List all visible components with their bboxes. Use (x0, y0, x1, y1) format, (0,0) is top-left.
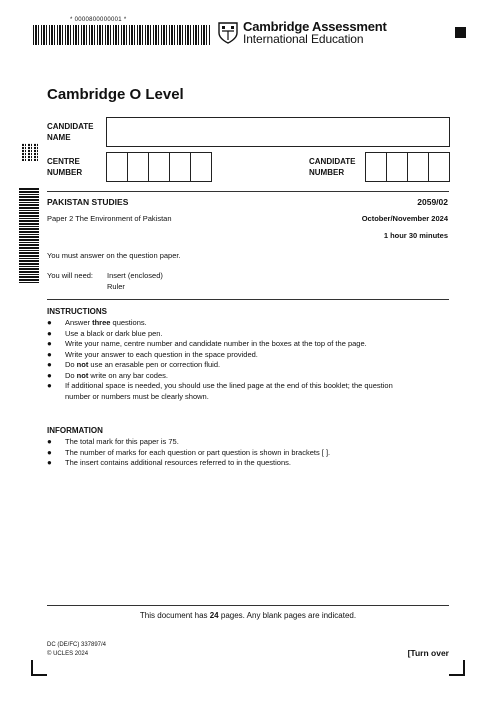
crop-mark (31, 674, 47, 676)
candidate-name-field[interactable] (106, 117, 450, 147)
bullet-icon: ● (47, 370, 52, 380)
list-item: ● The total mark for this paper is 75. (47, 437, 179, 446)
list-item: ● Write your answer to each question in the space provided. (47, 349, 258, 359)
divider (47, 605, 449, 606)
divider (47, 299, 449, 300)
divider (47, 191, 449, 192)
list-item: ● The number of marks for each question or part question is shown in brackets [ ]. (47, 447, 331, 457)
bullet-icon: ● (47, 318, 52, 327)
turn-over-label: [Turn over (407, 648, 449, 658)
answer-instruction: You must answer on the question paper. (47, 251, 181, 260)
candidate-number-box[interactable] (428, 152, 450, 182)
dc-code: DC (DE/FC) 337897/4 (47, 642, 107, 648)
list-item: ● Do not write on any bar codes. (47, 370, 168, 380)
instructions-list (47, 318, 407, 402)
materials-item: Insert (enclosed) (107, 271, 163, 280)
syllabus-code: 2059/02 (417, 197, 448, 207)
centre-number-box[interactable] (106, 152, 128, 182)
bullet-icon: ● (47, 458, 52, 467)
list-item: ● Write your name, centre number and candidate number in the boxes at the top of the page. (47, 339, 367, 348)
exam-duration: 1 hour 30 minutes (383, 231, 448, 240)
list-item: ● Do not use an erasable pen or correction fluid. (47, 360, 221, 369)
exam-session: October/November 2024 (361, 214, 448, 223)
side-barcode (19, 187, 39, 283)
crest-icon (218, 22, 238, 44)
paper-name: Paper 2 The Environment of Pakistan (47, 214, 172, 223)
candidate-name-label: CANDIDATE NAME (47, 122, 94, 142)
instructions-heading: INSTRUCTIONS (47, 307, 107, 316)
copyright: © UCLES 2024 (47, 651, 89, 657)
materials-label: You will need: (47, 271, 94, 280)
list-item: ● Use a black or dark blue pen. (47, 328, 163, 338)
cambridge-logo (218, 21, 387, 45)
barcode (33, 25, 210, 45)
candidate-number-box[interactable] (386, 152, 408, 182)
bullet-icon: ● (47, 339, 52, 348)
list-item: ● Answer three questions. (47, 318, 147, 327)
list-item: ● The insert contains additional resources referred to in the questions. (47, 458, 291, 467)
list-item: ● If additional space is needed, you should use the lined page at the end of this booklet; the question number or numbers must be clearly shown. (47, 381, 393, 401)
bullet-icon: ● (47, 360, 52, 369)
materials-list (107, 270, 163, 292)
materials-item: Ruler (107, 282, 125, 291)
bullet-icon: ● (47, 437, 52, 446)
centre-number-box[interactable] (127, 152, 149, 182)
bullet-icon: ● (47, 447, 52, 457)
barcode-number: * 0000800000001 * (70, 17, 127, 23)
centre-number-boxes[interactable] (107, 152, 212, 182)
page-title: Cambridge O Level (47, 86, 184, 103)
subject-name: PAKISTAN STUDIES (47, 197, 129, 207)
page-count-note: This document has 24 pages. Any blank pages are indicated. (139, 611, 357, 620)
centre-number-box[interactable] (169, 152, 191, 182)
candidate-number-box[interactable] (407, 152, 429, 182)
bullet-icon: ● (47, 381, 52, 390)
candidate-number-box[interactable] (365, 152, 387, 182)
registration-mark (455, 27, 466, 38)
logo-line-2: International Education (243, 32, 364, 46)
centre-number-box[interactable] (190, 152, 212, 182)
document-code (47, 641, 106, 659)
bullet-icon: ● (47, 349, 52, 359)
bullet-icon: ● (47, 328, 52, 338)
candidate-number-boxes[interactable] (366, 152, 450, 182)
crop-mark (449, 674, 465, 676)
logo-line-1: Cambridge Assessment (243, 19, 387, 34)
candidate-number-label: CANDIDATE NUMBER (309, 157, 356, 177)
qr-code (22, 143, 40, 161)
information-list (47, 437, 407, 469)
centre-number-box[interactable] (148, 152, 170, 182)
information-heading: INFORMATION (47, 426, 103, 435)
centre-number-label: CENTRE NUMBER (47, 157, 83, 177)
